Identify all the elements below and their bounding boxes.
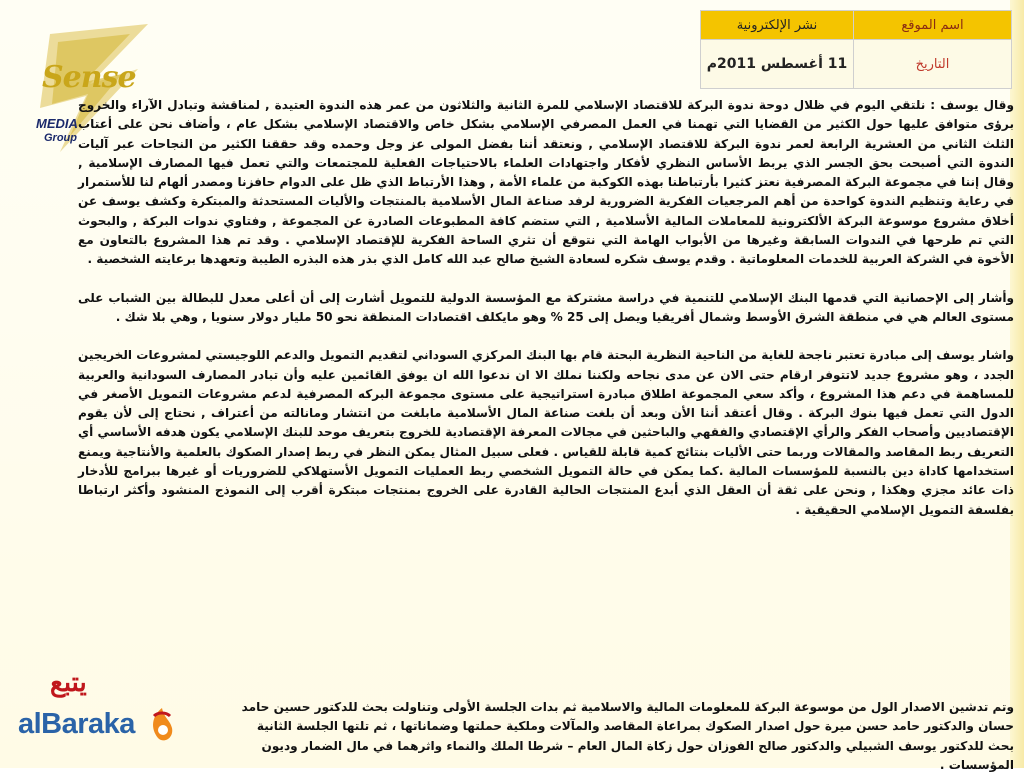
info-table [700, 10, 1012, 89]
article-paragraph-4: وتم تدشين الاصدار الول من موسوعة البركة للمعلومات المالية والاسلامية ثم بدات الجلسة الأولى وتناولت بحث للدكتور حسين حامد حسان والدكتور حامد حسن ميرة حول اصدار الصكوك بمراعاة المقاصد والمآلات وملكية حملتها وضماناتها ، ثم تلتها الجلسة الثانية بحث للدكتور يوسف الشبيلي والدكتور صالح الفوزان حول زكاة المال العام – شرطا الملك والنماء واثرهما في مال الضمار وديون المؤسسات . [241, 700, 1014, 772]
article-paragraph-2: وأشار إلى الإحصانية التي قدمها البنك الإسلامي للتنمية في دراسة مشتركة مع المؤسسة الدولية للتمويل أشارت إلى أن أعلى معدل للبطالة بين الشباب على مستوى العالم هي في منطقة الشرق الأوسط وشمال أفريقيا ويصل إلى 25 % وهو مايكلف اقتصادات المنطقة نحو 50 مليار دولار سنويا , وهي بلا شك . [78, 290, 1014, 324]
date-value: 11 أغسطس 2011م [701, 40, 854, 89]
paragraph-gap [78, 270, 1014, 289]
logo-group-text: Group [44, 132, 77, 144]
continues-label: يتبع [50, 668, 87, 698]
date-label: التاريخ [854, 40, 1012, 89]
date-row [701, 40, 1012, 89]
site-row [701, 11, 1012, 40]
logo-media-text: MEDIA [36, 116, 78, 131]
article-paragraph-1: وقال يوسف : نلتقي اليوم في ظلال دوحة ندوة البركة للاقتصاد الإسلامي للمرة الثانية والثلاثون من عمر هذه الندوة العتيدة , لمناقشة وتبادل الآراء والخروج برؤى متوافق عليها حول الكثير من القضايا التي تهمنا في العمل المصرفي الإسلامي بشكل خاص والاقتصاد الإسلامي بشكل عام ، وأضاف نحن على أعتاب الثلث الثاني من العشرية الرابعة لعمر ندوة البركة للاقتصاد الإسلامي , ونعتقد أننا بفضل المولى عز وجل وحمده وقد حققنا الكثير من النجاحات عبر آليات الندوة التي أصبحت بحق الجسر الذي يربط الأساس النظري لأفكار واجتهادات العلماء بالاحتياجات الفعلية للمجتمعات والتي تعمل فيها المصارف الإسلامية , وقال إننا في مجموعة البركة المصرفية نعتز كثيرا بأرتباطنا بهذه الكوكبة من علماء الأمة , وهذا الأرتباط الذي ظل على الدوام حافزنا ومصدر ألهام لنا للأستمرار في رعاية وتنظيم الندوة كواحدة من أهم المرجعيات الفكرية الضرورية لرفد صناعة المال الأسلامية بالمنتجات والأليات المستحدثة والمبتكرة وكشف يوسف عن أخلاق مشروع موسوعة البركة الألكترونية للمعاملات المالية الأسلامية , التي ستضم كافة المطبوعات الصادرة عن المجموعة , وفتاوي ندوات البركة , والبحوث التي تم طرحها في الندوات السابقة وغيرها من الأبواب الهامة التي نتوقع أن تثري الساحة الفكرية للإقتصاد الإسلامي . وقد تم هذا المشروع بالتعاون مع الأخوة في الشركة العربية للخدمات المعلوماتية . وقدم يوسف شكره لسعادة الشيخ صالح عبد الله كامل الذي بذر هذه البذره الطيبة وتعهدها برعايته الشخصية . [78, 98, 1014, 267]
albaraka-mark-icon [146, 704, 178, 744]
site-value: نشر الإلكترونية [701, 11, 854, 40]
site-label: اسم الموقع [854, 11, 1012, 40]
paragraph-gap [78, 327, 1014, 346]
article-paragraph-3: واشار يوسف إلى مبادرة تعتبر ناجحة للغاية من الناحية النظرية البحتة قام بها البنك المركزي السوداني لتقديم التمويل والدعم اللوجيستي لمشروعات الخريجين الجدد ، وهو مشروع جديد لاتتوفر ارقام حتى الان عن مدى نجاحه ولكننا نملك الا ان ندعوا الله ان يوفق القائمين عليه وأن تبادر المصارف السودانية والعربية للمساهمة في دعم هذا المشروع ، وأكد سعي المجموعة اطلاق مبادرة استراتيجية على مستوى مجموعة البركه المصرفية لدعم مشروعات التمويل الأصغر في الدول التي تعمل فيها بنوك البركة . وقال أعتقد أننا الأن وبعد أن بلغت صناعة المال الأسلامية مابلغت من انتشار ومانالته من أعتراف , نحتاج إلى لأن يقوم الإقتصاديين وأصحاب الفكر والرأي الإقتصادي والفقهي والباحثين في مجالات المعرفة الإقتصادية للخروج بتعريف موحد للبنك الإسلامي يكون هدفه الأساسي أي التعريف ربط المقاصد والمقالات وربما حتى الأليات بنتائج كمية قابلة للقياس . فعلى سبيل المثال يمكن النظر في ربط إصدار الصكوك بالعلمية والأنتاجية ويمنع استخدامها كاداة دين بالنسبة للمؤسسات المالية .كما يمكن في حالة التمويل الشخصي ربط العمليات التمويل الأستهلاكي للضروريات أو غيرها ببرامج للأدخار ذات عائد مجزي وهكذا , ونحن على ثقة أن العقل الذي أبدع المنتجات الحالية القادرة على الخروج بمنتجات مبتكرة أقرب إلى النموذج المنشود وأكثر ارتباطا بفلسفة التمويل الإسلامي الحقيقية . [78, 348, 1014, 517]
albaraka-logo-text: alBaraka [18, 708, 135, 740]
article-body [78, 96, 1014, 520]
logo-sense-text: Sense [42, 60, 136, 95]
